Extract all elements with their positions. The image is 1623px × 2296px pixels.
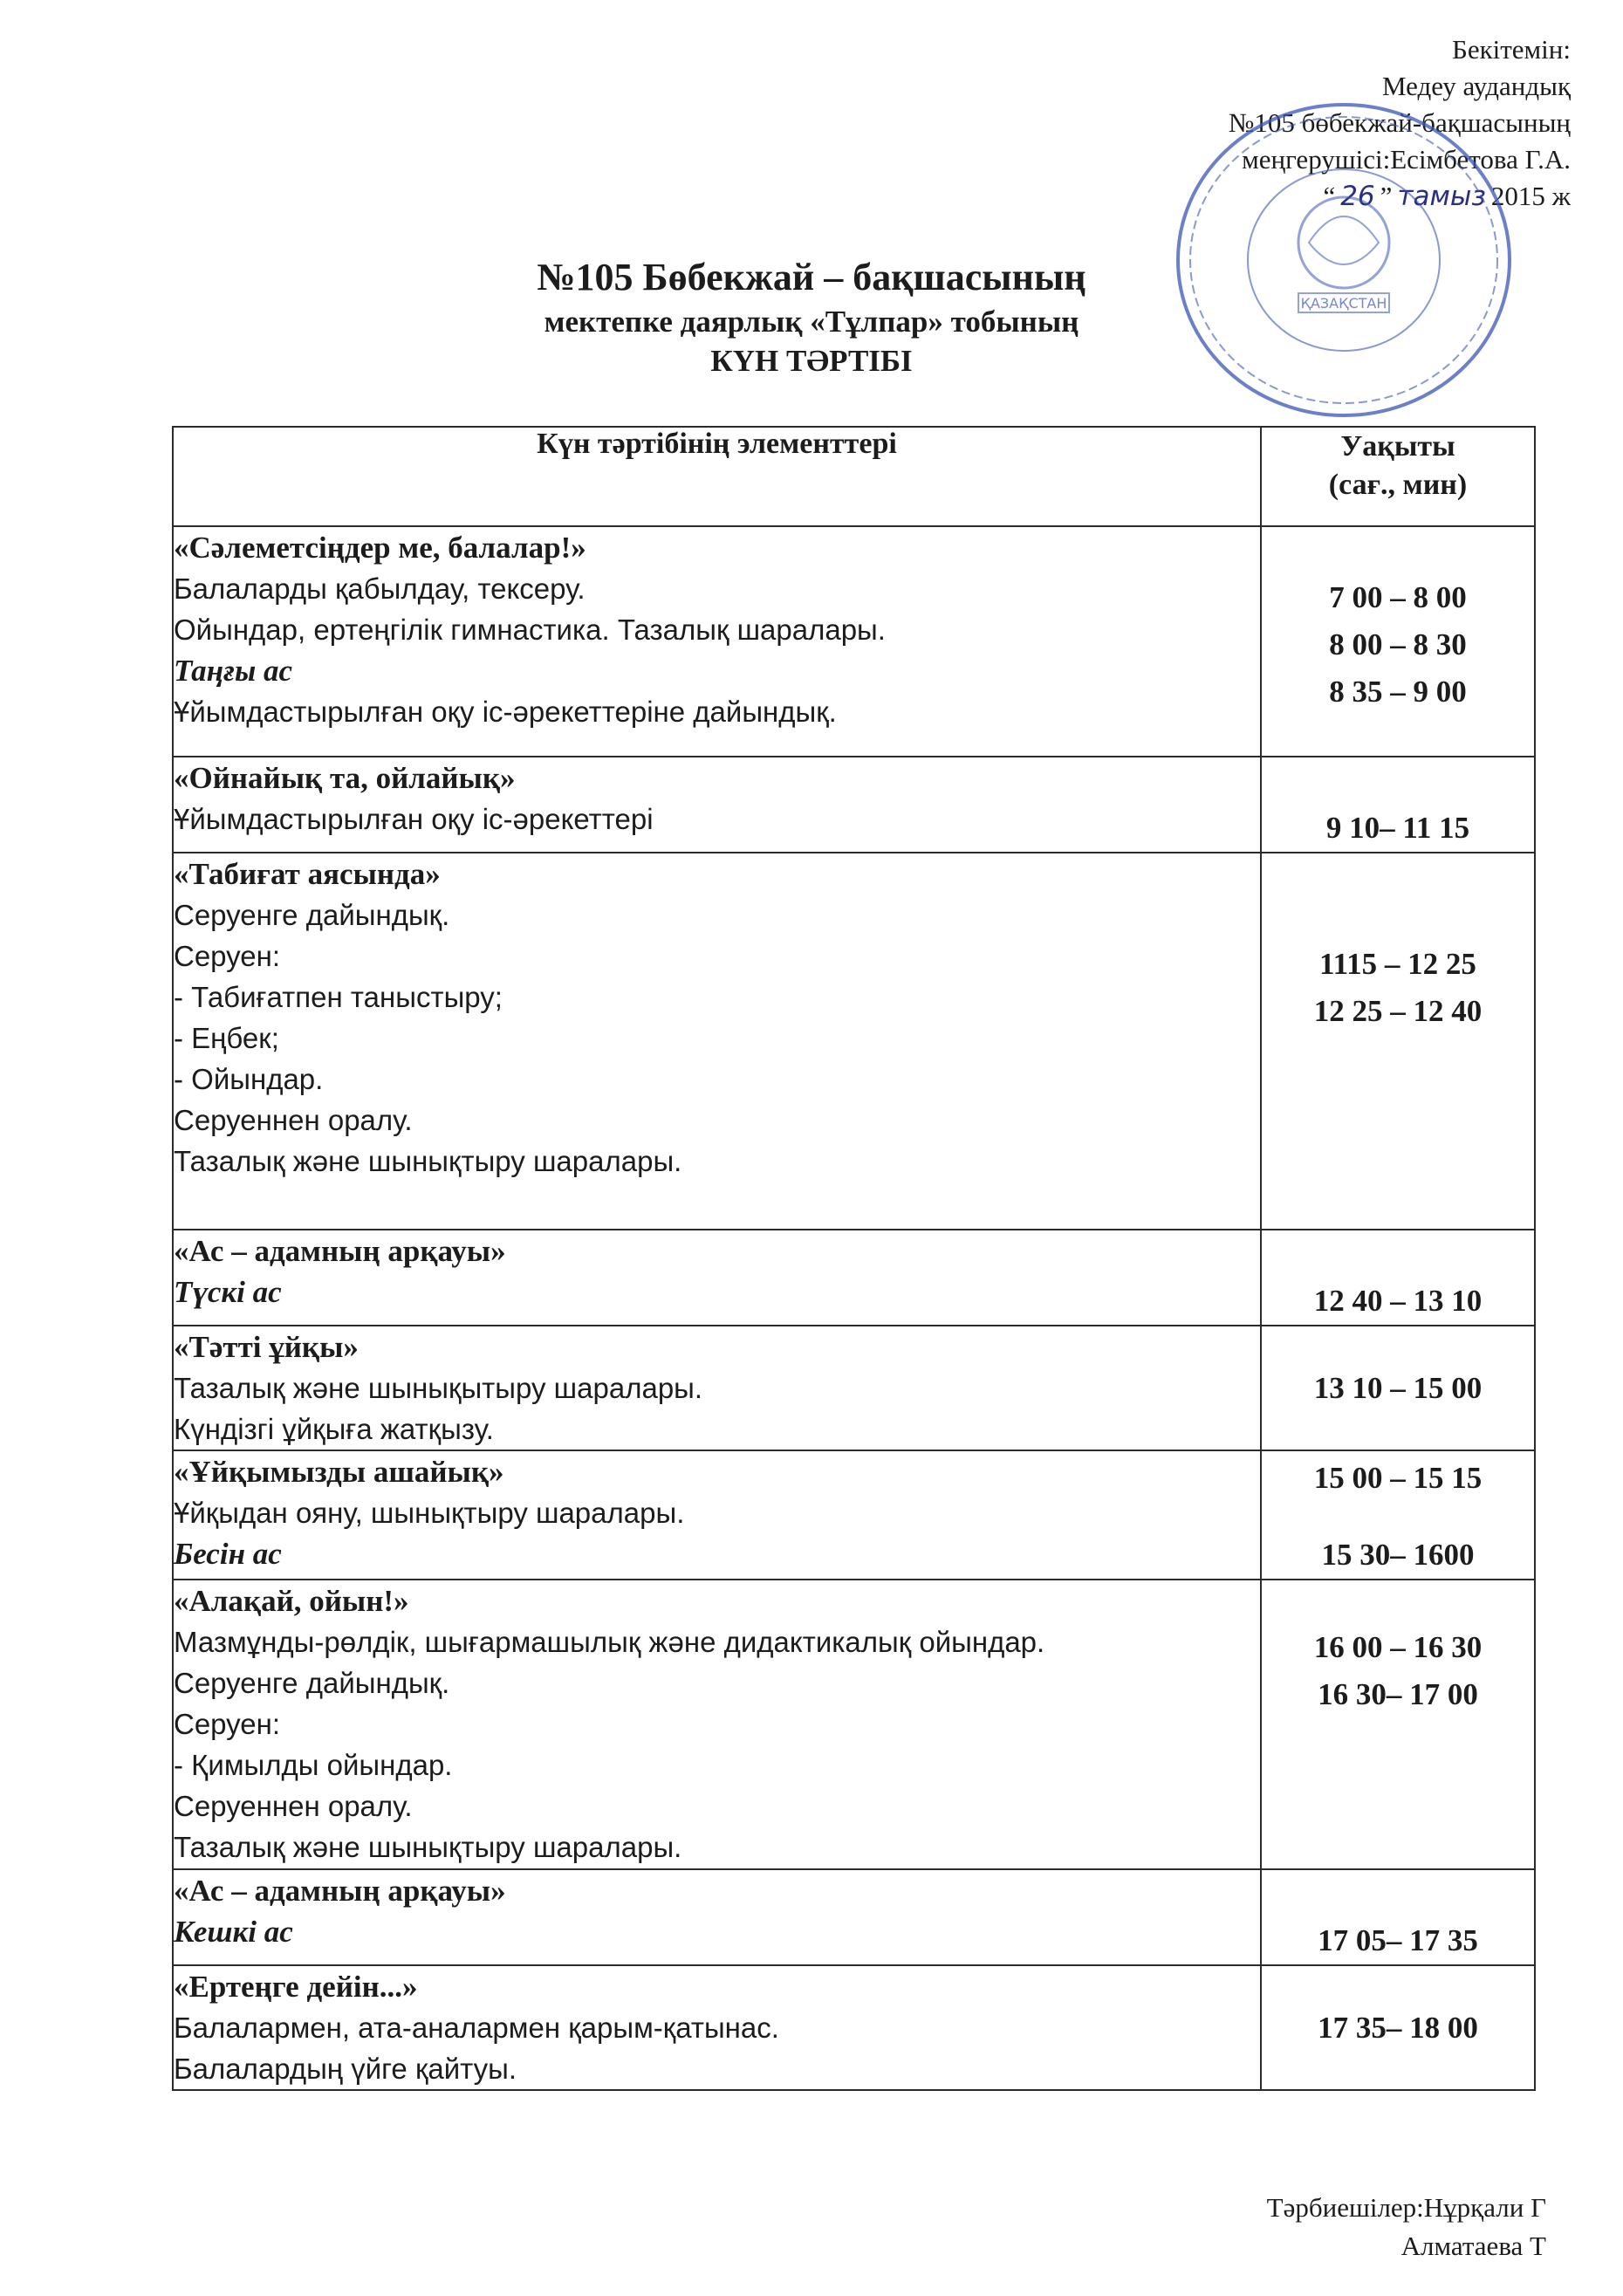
official-seal-icon xyxy=(1169,94,1518,426)
row-line: Серуеннен оралу. xyxy=(174,1104,413,1136)
time-cell xyxy=(1261,1326,1535,1450)
table-row xyxy=(173,1326,1535,1450)
time-range: 8 35 – 9 00 xyxy=(1329,675,1467,709)
table-row xyxy=(173,1580,1535,1869)
row-line: Тазалық және шынықтыру шаралары. xyxy=(174,1831,682,1863)
time-cell xyxy=(1261,853,1535,1230)
row-title: «Алақай, ойын!» xyxy=(174,1584,409,1618)
date-year: 2015 ж xyxy=(1490,181,1571,211)
activity-cell xyxy=(173,757,1261,853)
activity-cell xyxy=(173,853,1261,1230)
row-line: Серуеннен оралу. xyxy=(174,1790,413,1822)
activity-cell xyxy=(173,1326,1261,1450)
row-line: Балаларды қабылдау, тексеру. xyxy=(174,572,586,605)
row-line: - Қимылды ойындар. xyxy=(174,1749,453,1781)
approval-line-4: меңгерушісі:Есімбетова Г.А. xyxy=(1242,144,1571,175)
row-line: - Еңбек; xyxy=(174,1022,279,1054)
heading-title: №105 Бөбекжай – бақшасының xyxy=(537,256,1086,298)
time-range: 9 10– 11 15 xyxy=(1325,811,1470,845)
row-line: Серуенге дайындық. xyxy=(174,1667,450,1699)
teachers-block xyxy=(1267,2189,1546,2265)
time-cell xyxy=(1261,1580,1535,1869)
teachers-line-1: Тәрбиешілер:Нұрқали Г xyxy=(1266,2192,1546,2223)
table-row xyxy=(173,853,1535,1230)
row-meal: Түскі ас xyxy=(174,1275,282,1309)
activity-cell xyxy=(173,526,1261,757)
row-title: «Ертеңге дейін...» xyxy=(174,1970,418,2004)
time-range: 12 25 – 12 40 xyxy=(1313,994,1483,1028)
table-row xyxy=(173,1965,1535,2090)
header-elements: Күн тәртібінің элементтері xyxy=(173,427,1261,526)
row-title: «Тәтті ұйқы» xyxy=(174,1330,359,1364)
table-row xyxy=(173,1869,1535,1965)
time-range: 17 35– 18 00 xyxy=(1318,2011,1478,2045)
row-title: «Ас – адамның арқауы» xyxy=(174,1874,506,1908)
activity-cell xyxy=(173,1965,1261,2090)
table-row xyxy=(173,757,1535,853)
row-line: - Ойындар. xyxy=(174,1063,324,1095)
table-row xyxy=(173,1230,1535,1326)
approval-line-1: Бекітемін: xyxy=(1452,34,1571,65)
table-header-row xyxy=(173,427,1535,526)
time-cell xyxy=(1261,1450,1535,1580)
time-range: 13 10 – 15 00 xyxy=(1313,1371,1483,1405)
time-range: 16 00 – 16 30 xyxy=(1313,1630,1483,1664)
row-line: Мазмұнды-рөлдік, шығармашылық және дидактикалық ойындар. xyxy=(174,1626,1045,1658)
approval-line-2: Медеу аудандық xyxy=(1381,71,1571,101)
time-cell xyxy=(1261,1869,1535,1965)
activity-cell xyxy=(173,1450,1261,1580)
row-title: «Сәлеметсіңдер ме, балалар!» xyxy=(174,531,586,565)
time-range: 1115 – 12 25 xyxy=(1319,947,1476,981)
row-line: - Табиғатпен таныстыру; xyxy=(174,981,503,1013)
row-line: Ойындар, ертеңгілік гимнастика. Тазалық шаралары. xyxy=(174,613,886,646)
row-line: Серуен: xyxy=(174,940,281,972)
row-meal: Бесін ас xyxy=(174,1537,282,1571)
time-range: 15 30– 1600 xyxy=(1321,1538,1475,1572)
table-row xyxy=(173,526,1535,757)
row-title: «Ұйқымызды ашайық» xyxy=(174,1455,504,1489)
row-line: Серуен: xyxy=(174,1708,281,1740)
date-month: тамыз xyxy=(1397,181,1486,212)
approval-line-3: №105 бөбекжай-бақшасының xyxy=(1228,107,1571,138)
document-heading xyxy=(419,253,1204,380)
row-title: «Ас – адамның арқауы» xyxy=(174,1234,506,1268)
row-line: Балалардың үйге қайтуы. xyxy=(174,2053,517,2085)
activity-cell xyxy=(173,1580,1261,1869)
row-title: «Ойнайық та, ойлайық» xyxy=(174,761,516,795)
time-range: 7 00 – 8 00 xyxy=(1329,580,1467,614)
time-range: 12 40 – 13 10 xyxy=(1313,1284,1483,1318)
activity-cell xyxy=(173,1869,1261,1965)
row-line: Тазалық және шынықтыру шаралары. xyxy=(174,1145,682,1177)
time-range: 15 00 – 15 15 xyxy=(1313,1461,1483,1495)
row-line: Ұйқыдан ояну, шынықтыру шаралары. xyxy=(174,1497,685,1529)
time-range: 17 05– 17 35 xyxy=(1318,1923,1478,1957)
time-cell xyxy=(1261,526,1535,757)
row-line: Ұйымдастырылған оқу іс-әрекеттеріне дайындық. xyxy=(174,696,837,728)
row-meal: Кешкі ас xyxy=(174,1915,293,1949)
row-line: Тазалық және шынықытыру шаралары. xyxy=(174,1372,703,1404)
time-range: 16 30– 17 00 xyxy=(1318,1677,1478,1711)
row-meal: Таңғы ас xyxy=(174,654,293,688)
row-line: Серуенге дайындық. xyxy=(174,899,450,931)
row-line: Балалармен, ата-аналармен қарым-қатынас. xyxy=(174,2012,779,2044)
row-title: «Табиғат аясында» xyxy=(174,857,441,891)
time-cell xyxy=(1261,757,1535,853)
time-cell xyxy=(1261,1230,1535,1326)
time-range: 8 00 – 8 30 xyxy=(1329,627,1467,661)
seal-label: ҚАЗАҚСТАН xyxy=(1300,295,1387,312)
header-time-unit: (сағ., мин) xyxy=(1328,469,1468,501)
teachers-line-2: Алматаева Т xyxy=(1400,2231,1546,2261)
row-line: Ұйымдастырылған оқу іс-әрекеттері xyxy=(174,803,654,835)
table-row xyxy=(173,1450,1535,1580)
heading-doc-name: КҮН ТӘРТІБІ xyxy=(710,344,913,378)
schedule-table xyxy=(172,426,1536,2091)
header-time-label: Уақыты xyxy=(1340,430,1455,463)
header-time xyxy=(1261,427,1535,526)
activity-cell xyxy=(173,1230,1261,1326)
date-day: 26 xyxy=(1340,181,1375,212)
heading-subtitle: мектепке даярлық «Тұлпар» тобының xyxy=(544,305,1079,339)
time-cell xyxy=(1261,1965,1535,2090)
approval-date: “ 26 ” тамыз 2015 ж xyxy=(1323,181,1571,212)
row-line: Күндізгі ұйқыға жатқызу. xyxy=(174,1413,494,1445)
